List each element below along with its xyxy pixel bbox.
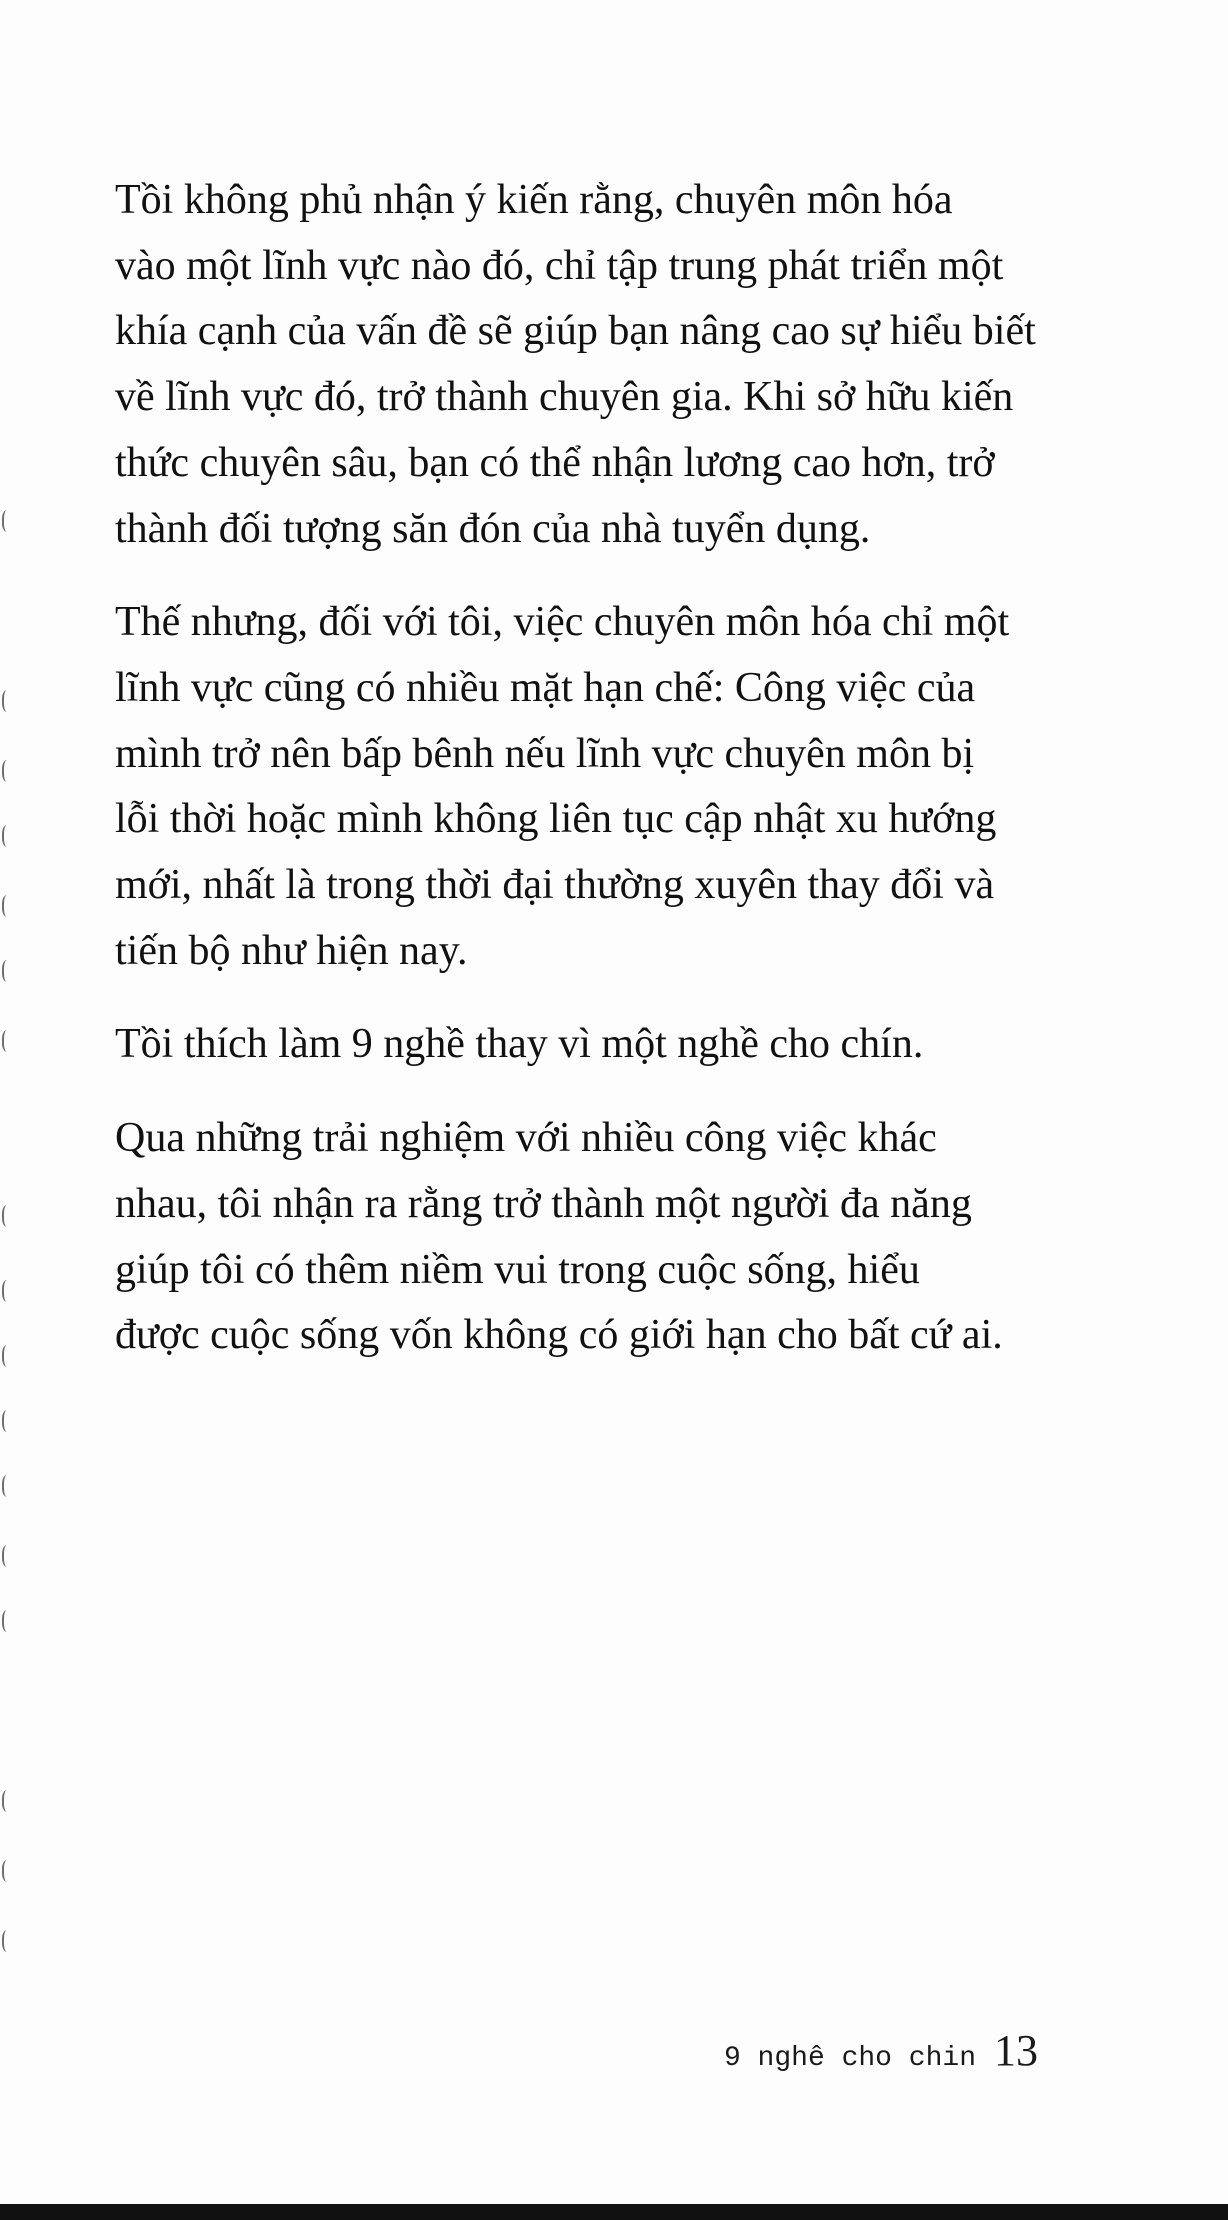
text-line: thức chuyên sâu, bạn có thể nhận lương cao hơn, trở — [115, 439, 995, 486]
bottom-edge-bar — [0, 2204, 1228, 2220]
text-line: Thế nhưng, đối với tôi, việc chuyên môn hóa chỉ một — [115, 599, 1010, 646]
text-line: tiến bộ như hiện nay. — [115, 927, 468, 974]
text-line: mình trở nên bấp bênh nếu lĩnh vực chuyên môn bị — [115, 730, 975, 777]
paragraph-2 — [115, 590, 1043, 984]
text-line: được cuộc sống vốn không có giới hạn cho bất cứ ai. — [115, 1312, 1003, 1359]
edge-mark — [2, 1545, 14, 1567]
edge-mark — [2, 1930, 14, 1952]
edge-mark — [2, 895, 14, 917]
edge-mark — [2, 1030, 14, 1052]
edge-mark — [2, 1410, 14, 1432]
text-line: lỗi thời hoặc mình không liên tục cập nhật xu hướng — [115, 796, 997, 843]
text-line: khía cạnh của vấn đề sẽ giúp bạn nâng cao sự hiểu biết — [115, 308, 1036, 355]
text-line: nhau, tôi nhận ra rằng trở thành một người đa năng — [115, 1180, 972, 1227]
edge-mark — [2, 825, 14, 847]
edge-mark — [2, 1280, 14, 1302]
paragraph-4 — [115, 1106, 1043, 1369]
text-line: Tồi không phủ nhận ý kiến rằng, chuyên môn hóa — [115, 177, 953, 223]
text-line: lĩnh vực cũng có nhiều mặt hạn chế: Công việc của — [115, 664, 976, 711]
edge-mark — [2, 1790, 14, 1812]
running-title: 9 nghê cho chin — [723, 2043, 976, 2074]
text-line: mới, nhất là trong thời đại thường xuyên thay đổi và — [115, 862, 995, 909]
edge-mark — [2, 1345, 14, 1367]
page-edge-binding — [0, 0, 22, 2200]
edge-mark — [2, 1610, 14, 1632]
paragraph-3 — [115, 1012, 1043, 1078]
text-line: thành đối tượng săn đón của nhà tuyển dụng. — [115, 505, 871, 552]
text-line: giúp tôi có thêm niềm vui trong cuộc sống, hiểu — [115, 1246, 920, 1293]
edge-mark — [2, 760, 14, 782]
edge-mark — [2, 1860, 14, 1882]
edge-mark — [2, 510, 14, 532]
text-line: Qua những trải nghiệm với nhiều công việc khác — [115, 1115, 937, 1162]
text-line: Tồi thích làm 9 nghề thay vì một nghề cho chín. — [115, 1021, 924, 1068]
edge-mark — [2, 1475, 14, 1497]
body-text — [115, 168, 1043, 1397]
edge-mark — [2, 960, 14, 982]
text-line: vào một lĩnh vực nào đó, chỉ tập trung phát triển một — [115, 242, 1004, 289]
edge-mark — [2, 1205, 14, 1227]
text-line: về lĩnh vực đó, trở thành chuyên gia. Khi sở hữu kiến — [115, 374, 1014, 421]
edge-mark — [2, 690, 14, 712]
page-number: 13 — [994, 2026, 1038, 2075]
page-footer — [724, 2025, 1038, 2076]
paragraph-1 — [115, 168, 1043, 562]
